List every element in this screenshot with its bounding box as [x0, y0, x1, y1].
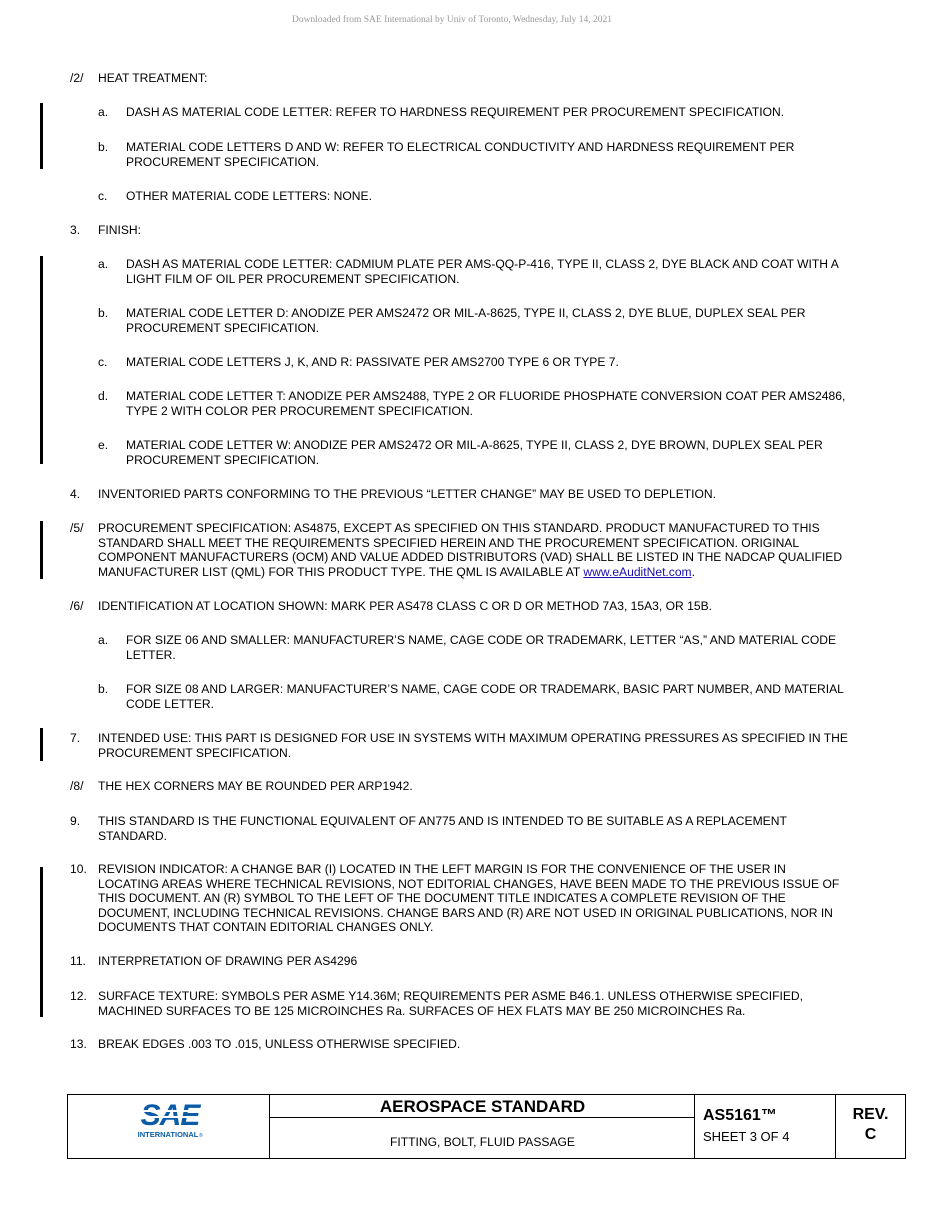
note-number: /2/	[70, 71, 84, 85]
note-text: THE HEX CORNERS MAY BE ROUNDED PER ARP1942.	[98, 779, 413, 793]
note-text: MATERIAL CODE LETTERS J, K, AND R: PASSIVATE PER AMS2700 TYPE 6 OR TYPE 7.	[126, 355, 619, 369]
note-number: 12.	[70, 989, 87, 1003]
note-number: 13.	[70, 1037, 87, 1051]
note-text: FINISH:	[98, 223, 142, 237]
note-text: DASH AS MATERIAL CODE LETTER: REFER TO HARDNESS REQUIREMENT PER PROCUREMENT SPECIFICATION.	[126, 105, 785, 119]
note-text-end: .	[691, 564, 696, 579]
note-text: FOR SIZE 06 AND SMALLER: MANUFACTURER’S NAME, CAGE CODE OR TRADEMARK, LETTER “AS,” AND MATERIAL CODE LETTER.	[126, 633, 837, 662]
note-number: 7.	[70, 731, 81, 745]
note-text: THIS STANDARD IS THE FUNCTIONAL EQUIVALENT OF AN775 AND IS INTENDED TO BE SUITABLE AS A REPLACEMENT STANDARD.	[98, 814, 787, 843]
note-number: b.	[98, 306, 109, 320]
sae-logo-subtext: INTERNATIONAL	[137, 1130, 199, 1139]
revision-cell	[836, 1095, 905, 1158]
note-number: c.	[98, 355, 108, 369]
note-text-body: PROCUREMENT SPECIFICATION: AS4875, EXCEPT AS SPECIFIED ON THIS STANDARD. PRODUCT MANUFACTURED TO THIS STANDARD SHALL MEET THE REQUIREMENTS SPECIFIED HEREIN AND THE PROCUREMENT SPECIFICATION. ORIGINAL COMPONENT MANUFACTURERS (OCM) AND VALUE ADDED DISTRIBUTORS (VAD) SHALL BE LISTED IN THE NADCAP QUALIFIED MANUFACTURER LIST (QML) FOR THIS PRODUCT TYPE. THE QML IS AVAILABLE AT	[98, 521, 843, 579]
note-text: INTERPRETATION OF DRAWING PER AS4296	[98, 954, 358, 968]
note-number: b.	[98, 682, 109, 696]
standard-label: AEROSPACE STANDARD	[270, 1095, 695, 1118]
revision-value: C	[864, 1126, 877, 1143]
note-text: BREAK EDGES .003 TO .015, UNLESS OTHERWISE SPECIFIED.	[98, 1037, 461, 1051]
note-text: HEAT TREATMENT:	[98, 71, 208, 85]
note-number: 4.	[70, 487, 81, 501]
note-text: INVENTORIED PARTS CONFORMING TO THE PREVIOUS “LETTER CHANGE” MAY BE USED TO DEPLETION.	[98, 487, 717, 501]
revision-label: REV.	[852, 1106, 889, 1123]
note-text: MATERIAL CODE LETTER T: ANODIZE PER AMS2488, TYPE 2 OR FLUORIDE PHOSPHATE CONVERSION COAT PER AMS2486, TYPE 2 WITH COLOR PER PROCUREMENT SPECIFICATION.	[126, 389, 846, 418]
note-number: c.	[98, 189, 108, 203]
note-text: FOR SIZE 08 AND LARGER: MANUFACTURER’S NAME, CAGE CODE OR TRADEMARK, BASIC PART NUMBER, AND MATERIAL CODE LETTER.	[126, 682, 844, 711]
note-text: REVISION INDICATOR: A CHANGE BAR (I) LOCATED IN THE LEFT MARGIN IS FOR THE CONVENIENCE OF THE USER IN LOCATING AREAS WHERE TECHNICAL REVISIONS, NOT EDITORIAL CHANGES, HAVE BEEN MADE TO THE PREVIOUS ISSUE OF THIS DOCUMENT. AN (R) SYMBOL TO THE LEFT OF THE DOCUMENT TITLE INDICATES A COMPLETE REVISION OF THE DOCUMENT, INCLUDING TECHNICAL REVISIONS. CHANGE BARS AND (R) ARE NOT USED IN ORIGINAL PUBLICATIONS, NOR IN DOCUMENTS THAT CONTAIN EDITORIAL CHANGES ONLY.	[98, 862, 840, 935]
logo-cell	[68, 1095, 270, 1158]
title-cell	[270, 1095, 695, 1158]
note-text: MATERIAL CODE LETTER D: ANODIZE PER AMS2472 OR MIL-A-8625, TYPE II, CLASS 2, DYE BLUE, DUPLEX SEAL PER PROCUREMENT SPECIFICATION.	[126, 306, 806, 335]
note-number: /8/	[70, 779, 84, 793]
sae-logo	[137, 1100, 203, 1142]
change-bar	[40, 728, 43, 761]
note-text	[98, 521, 850, 579]
note-number: b.	[98, 140, 109, 154]
note-number: 9.	[70, 814, 81, 828]
change-bar	[40, 867, 43, 1017]
note-number: 3.	[70, 223, 81, 237]
note-number: d.	[98, 389, 109, 403]
note-number: a.	[98, 105, 109, 119]
note-text: DASH AS MATERIAL CODE LETTER: CADMIUM PLATE PER AMS-QQ-P-416, TYPE II, CLASS 2, DYE BLACK AND COAT WITH A LIGHT FILM OF OIL PER PROCUREMENT SPECIFICATION.	[126, 257, 839, 286]
change-bar	[40, 103, 43, 169]
document-number-cell	[695, 1095, 836, 1158]
note-text: INTENDED USE: THIS PART IS DESIGNED FOR USE IN SYSTEMS WITH MAXIMUM OPERATING PRESSURES AS SPECIFIED IN THE PROCUREMENT SPECIFICATION.	[98, 731, 848, 760]
change-bar	[40, 256, 43, 464]
download-watermark: Downloaded from SAE International by Univ of Toronto, Wednesday, July 14, 2021	[291, 15, 613, 25]
sae-logo-registered: ®	[199, 1133, 203, 1139]
note-number: /5/	[70, 521, 84, 535]
document-number: AS5161™	[703, 1107, 777, 1124]
note-number: e.	[98, 438, 109, 452]
note-text: MATERIAL CODE LETTER W: ANODIZE PER AMS2472 OR MIL-A-8625, TYPE II, CLASS 2, DYE BROWN, DUPLEX SEAL PER PROCUREMENT SPECIFICATION.	[126, 438, 823, 467]
sae-logo-stripe	[139, 1110, 201, 1112]
document-title: FITTING, BOLT, FLUID PASSAGE	[389, 1135, 576, 1149]
note-text: MATERIAL CODE LETTERS D AND W: REFER TO ELECTRICAL CONDUCTIVITY AND HARDNESS REQUIREMENT PER PROCUREMENT SPECIFICATION.	[126, 140, 795, 169]
note-number: a.	[98, 633, 109, 647]
note-number: 10.	[70, 862, 87, 876]
note-text: SURFACE TEXTURE: SYMBOLS PER ASME Y14.36M; REQUIREMENTS PER ASME B46.1. UNLESS OTHERWISE SPECIFIED, MACHINED SURFACES TO BE 125 MICROINCHES Ra. SURFACES OF HEX FLATS MAY BE 250 MICROINCHES Ra.	[98, 989, 803, 1018]
note-text: OTHER MATERIAL CODE LETTERS: NONE.	[126, 189, 372, 203]
note-number: a.	[98, 257, 109, 271]
sae-logo-stripe	[139, 1116, 201, 1118]
note-text: IDENTIFICATION AT LOCATION SHOWN: MARK PER AS478 CLASS C OR D OR METHOD 7A3, 15A3, OR 15B.	[98, 599, 713, 613]
note-number: 11.	[70, 954, 86, 968]
change-bar	[40, 521, 43, 579]
note-number: /6/	[70, 599, 84, 613]
sheet-indicator: SHEET 3 OF 4	[703, 1129, 790, 1144]
eauditnet-link[interactable]: www.eAuditNet.com	[583, 564, 692, 579]
title-block	[67, 1094, 906, 1159]
